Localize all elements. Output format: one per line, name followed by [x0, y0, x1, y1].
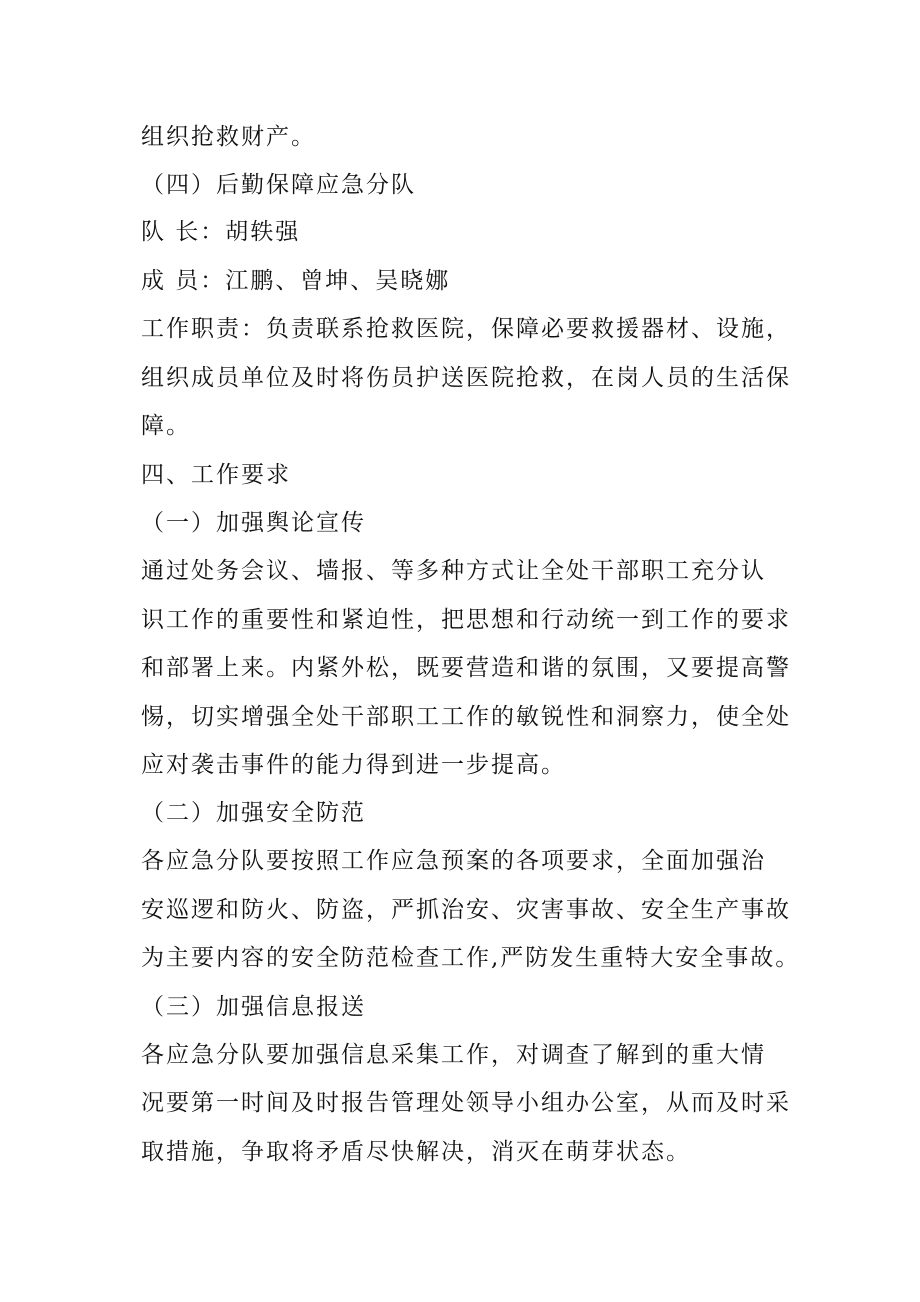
text-line: 各应急分队要按照工作应急预案的各项要求，全面加强治: [141, 848, 766, 874]
section-heading: （三）加强信息报送: [141, 994, 366, 1020]
text-line: 成 员：江鹏、曾坤、吴晓娜: [141, 268, 451, 294]
text-line: 为主要内容的安全防范检查工作,严防发生重特大安全事故。: [141, 945, 801, 971]
section-heading: （一）加强舆论宣传: [141, 510, 366, 536]
text-line: 安巡逻和防火、防盗，严抓治安、灾害事故、安全生产事故: [141, 897, 791, 923]
text-line: 工作职责：负责联系抢救医院，保障必要救援器材、设施，: [141, 316, 791, 342]
text-line: 通过处务会议、墙报、等多种方式让全处干部职工充分认: [141, 558, 766, 584]
text-line: 组织成员单位及时将伤员护送医院抢救，在岗人员的生活保: [141, 365, 791, 391]
text-line: 取措施，争取将矛盾尽快解决，消灭在萌芽状态。: [141, 1139, 691, 1165]
text-line: 况要第一时间及时报告管理处领导小组办公室，从而及时采: [141, 1090, 791, 1116]
section-heading: （二）加强安全防范: [141, 800, 366, 826]
text-line: 和部署上来。内紧外松，既要营造和谐的氛围，又要提高警: [141, 655, 791, 681]
text-line: 组织抢救财产。: [141, 124, 316, 150]
text-line: 各应急分队要加强信息采集工作，对调查了解到的重大情: [141, 1042, 766, 1068]
text-line: 障。: [141, 413, 191, 439]
text-line: 应对袭击事件的能力得到进一步提高。: [141, 752, 566, 778]
section-heading: （四）后勤保障应急分队: [141, 172, 416, 198]
section-heading: 四、工作要求: [141, 462, 291, 488]
text-line: 惕，切实增强全处干部职工工作的敏锐性和洞察力，使全处: [141, 704, 791, 730]
text-line: 队 长：胡轶强: [141, 219, 301, 245]
text-line: 识工作的重要性和紧迫性，把思想和行动统一到工作的要求: [141, 607, 791, 633]
